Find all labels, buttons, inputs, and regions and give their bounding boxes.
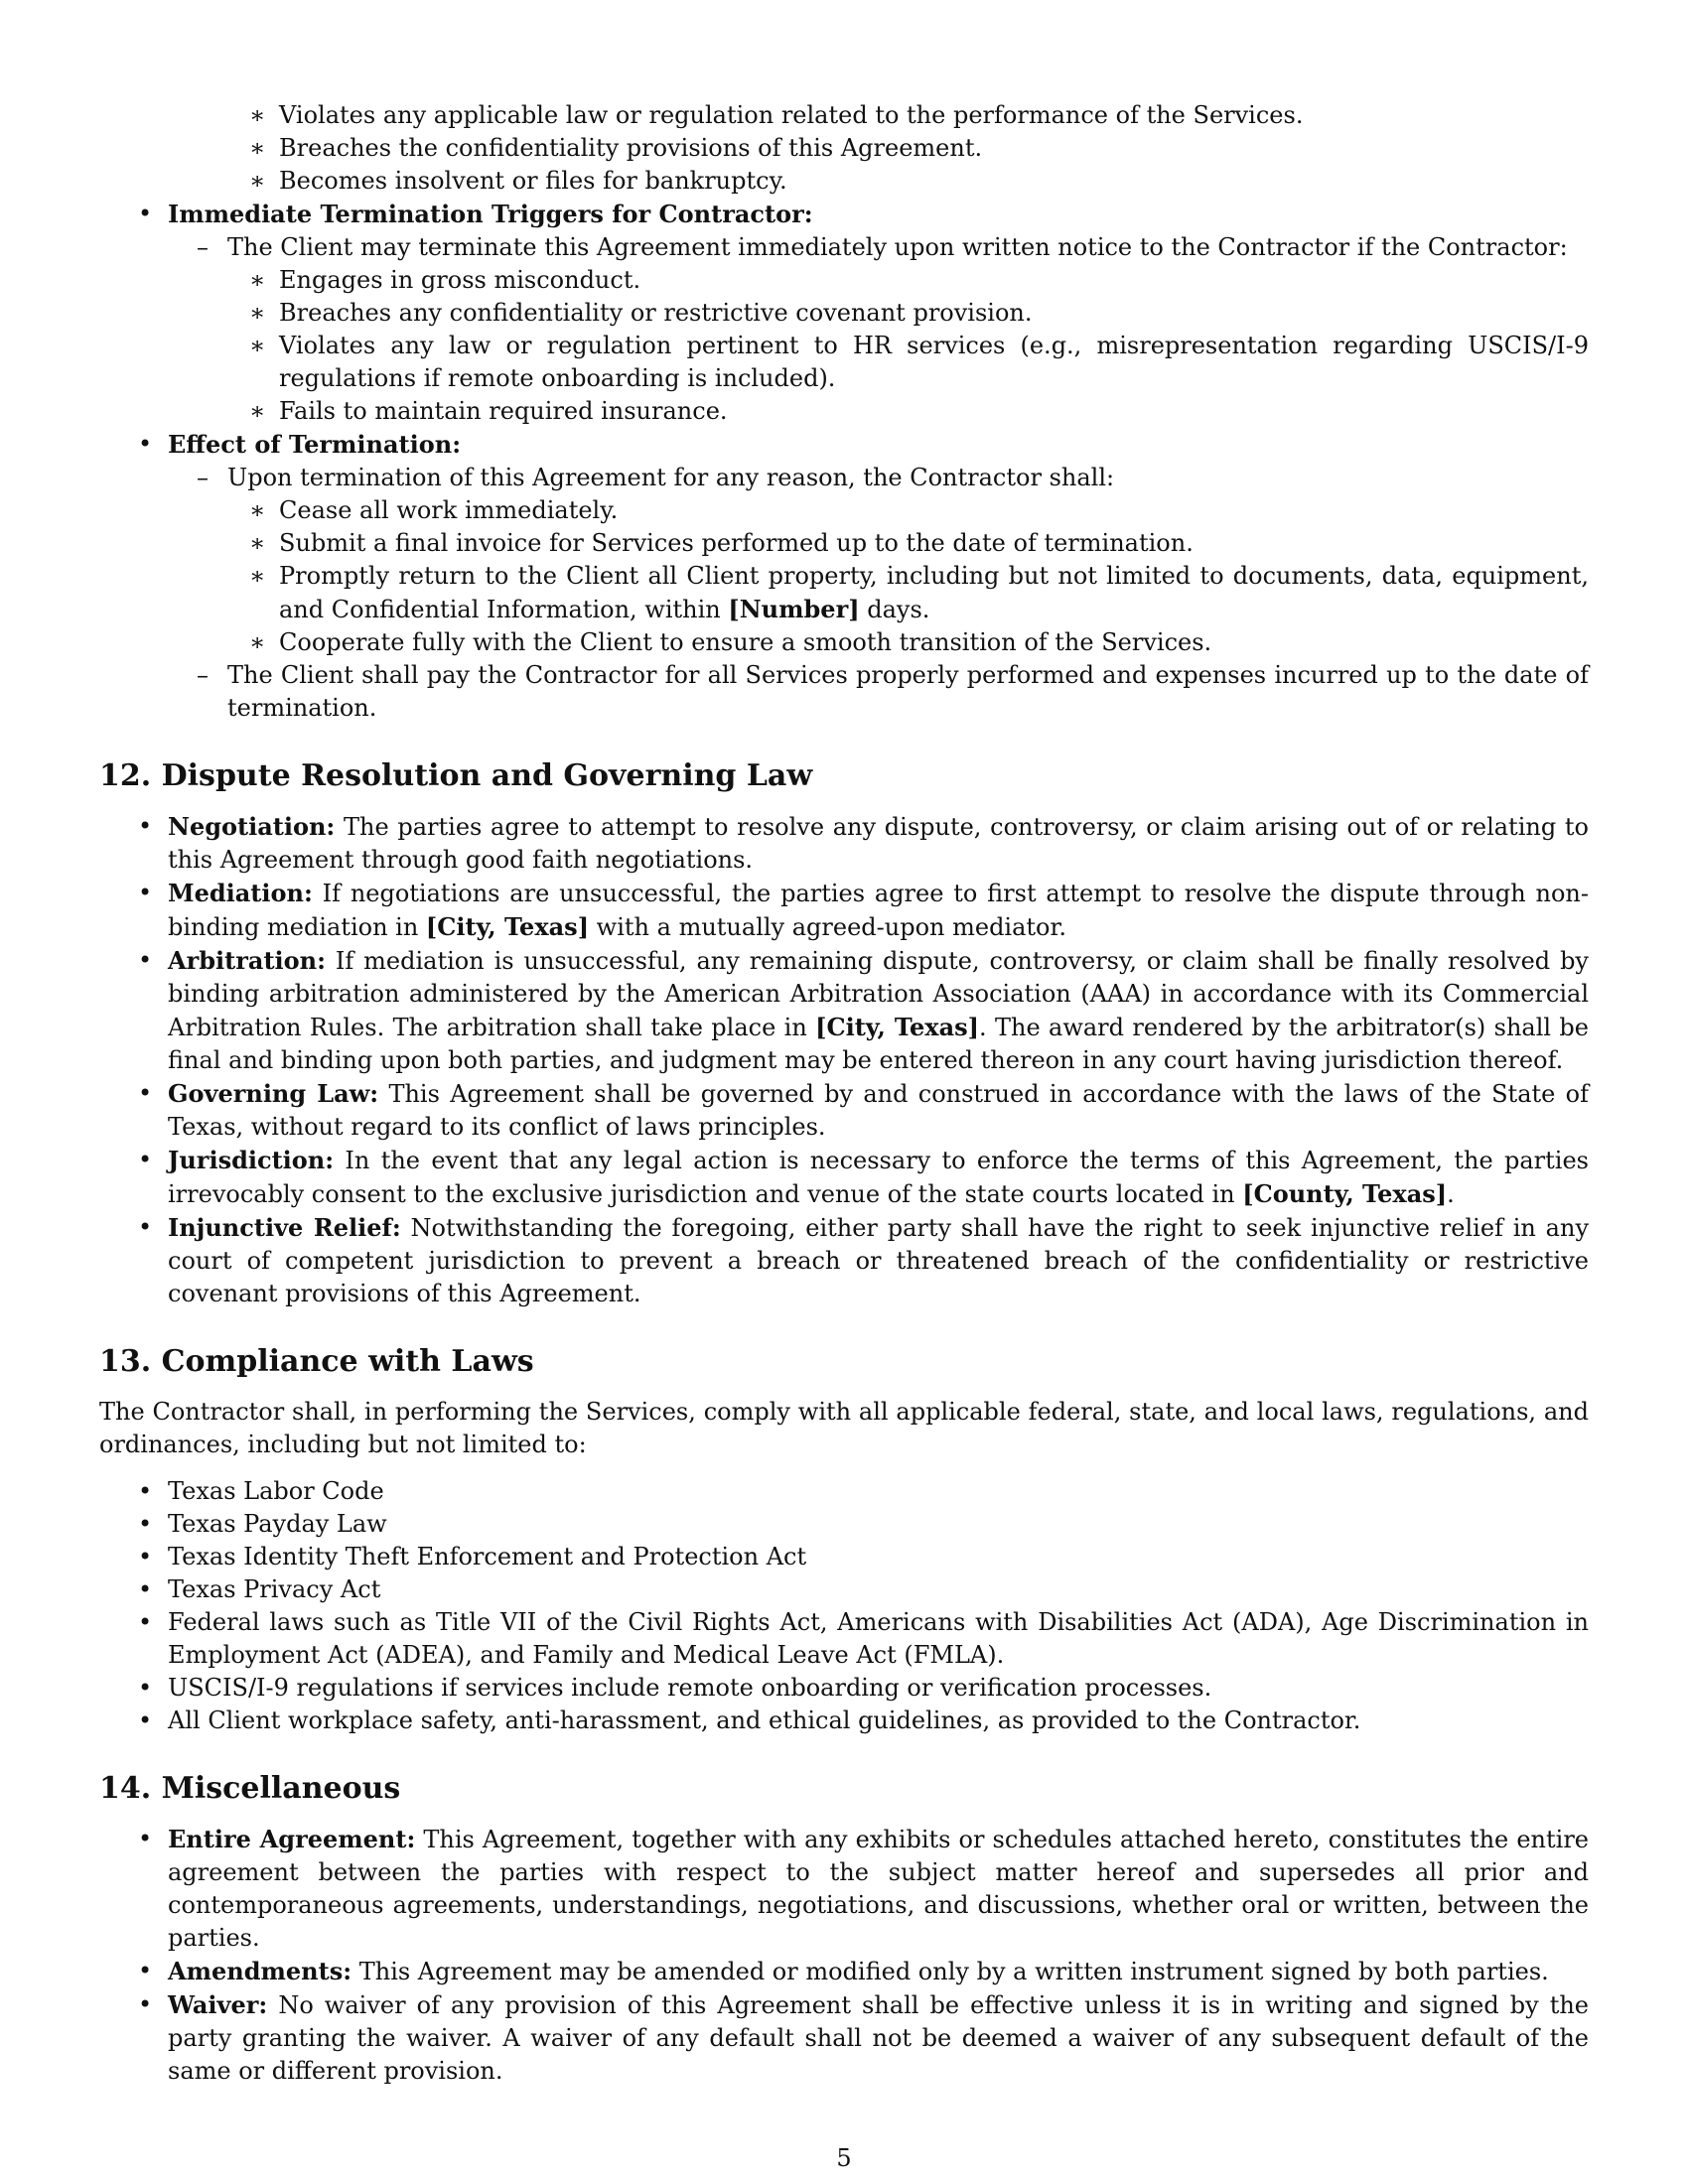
list-item: ∗ Promptly return to the Client all Client property, including but not limited to documents, data, equipment, and Confidential Information, within [Number] days. [249,562,1589,623]
contractor-triggers-heading: Immediate Termination Triggers for Contractor: [168,200,813,228]
section-13-intro: The Contractor shall, in performing the Services, comply with all applicable federal, state, and local laws, regulations, and ordinances, including but not limited to: [99,1398,1589,1458]
effect-payment: – The Client shall pay the Contractor for all Services properly performed and expenses incurred up to the date of termination. [197,661,1589,722]
contractor-triggers-intro: – The Client may terminate this Agreement immediately upon written notice to the Contractor if the Contractor: [197,233,1568,261]
section-14-list [99,1823,1589,2088]
client-triggers-tail-list [99,99,1589,198]
section-12-heading: 12. Dispute Resolution and Governing Law [99,758,813,793]
list-item: • Texas Privacy Act [138,1575,381,1603]
list-item: • All Client workplace safety, anti-harassment, and ethical guidelines, as provided to the Contractor. [138,1706,1361,1734]
placeholder-county: [County, Texas] [1242,1179,1448,1208]
list-item: ∗ Engages in gross misconduct. [249,266,641,294]
arbitration-item: • Arbitration: If mediation is unsuccessful, any remaining dispute, controversy, or claim shall be finally resolved by binding arbitration administered by the American Arbitration Association (AAA) in accordance with its Commercial Arbitration Rules. The arbitration shall take place in [City, Texas]. The award rendered by the arbitrator(s) shall be final and binding upon both parties, and judgment may be entered thereon in any court having jurisdiction thereof. [138,946,1589,1074]
list-item: ∗ Fails to maintain required insurance. [249,397,728,425]
list-item: • Texas Identity Theft Enforcement and Protection Act [138,1543,807,1570]
placeholder-city: [City, Texas] [815,1013,979,1041]
list-item: ∗ Submit a final invoice for Services performed up to the date of termination. [249,529,1194,557]
document-page [99,99,1589,2088]
governing-law-item: • Governing Law: This Agreement shall be governed by and construed in accordance with the laws of the State of Texas, without regard to its conflict of laws principles. [138,1079,1589,1141]
section-13-list [99,1475,1589,1737]
jurisdiction-item: • Jurisdiction: In the event that any legal action is necessary to enforce the terms of this Agreement, the parties irrevocably consent to the exclusive jurisdiction and venue of the state courts located in [County, Texas]. [138,1146,1589,1208]
list-item: • Federal laws such as Title VII of the Civil Rights Act, Americans with Disabilities Act (ADA), Age Discrimination in Employment Act (ADEA), and Family and Medical Leave Act (FMLA). [138,1608,1589,1669]
contractor-triggers-item: • Immediate Termination Triggers for Contractor: [138,200,813,228]
list-item: ∗ Breaches the confidentiality provisions of this Agreement. [249,134,983,162]
effect-intro: – Upon termination of this Agreement for any reason, the Contractor shall: [197,464,1115,491]
list-item: ∗ Violates any applicable law or regulation related to the performance of the Services. [249,101,1304,129]
injunctive-relief-item: • Injunctive Relief: Notwithstanding the foregoing, either party shall have the right to seek injunctive relief in any court of competent jurisdiction to prevent a breach or threatened breach of the confidentiality or restrictive covenant provisions of this Agreement. [138,1213,1589,1307]
entire-agreement-item: • Entire Agreement: This Agreement, together with any exhibits or schedules attached hereto, constitutes the entire agreement between the parties with respect to the subject matter hereof and supersedes all prior and contemporaneous agreements, understandings, negotiations, and discussions, whether oral or written, between the parties. [138,1825,1589,1952]
termination-list [99,198,1589,725]
list-item: • Texas Labor Code [138,1477,384,1505]
list-item: ∗ Becomes insolvent or files for bankruptcy. [249,167,787,195]
amendments-item: • Amendments: This Agreement may be amended or modified only by a written instrument signed by both parties. [138,1957,1549,1985]
mediation-item: • Mediation: If negotiations are unsuccessful, the parties agree to first attempt to resolve the dispute through non-binding mediation in [City, Texas] with a mutually agreed-upon mediator. [138,879,1589,941]
section-12-list [99,810,1589,1310]
section-14-heading: 14. Miscellaneous [99,1771,401,1806]
section-13-heading: 13. Compliance with Laws [99,1344,534,1379]
effect-heading: Effect of Termination: [168,430,462,459]
effect-of-termination-item: • Effect of Termination: [138,430,462,459]
list-item: ∗ Breaches any confidentiality or restrictive covenant provision. [249,299,1033,327]
page-number: 5 [836,2144,852,2172]
list-item: ∗ Violates any law or regulation pertinent to HR services (e.g., misrepresentation regarding USCIS/I-9 regulations if remote onboarding is included). [249,332,1589,392]
negotiation-item: • Negotiation: The parties agree to attempt to resolve any dispute, controversy, or claim arising out of or relating to this Agreement through good faith negotiations. [138,812,1589,874]
list-item: ∗ Cooperate fully with the Client to ensure a smooth transition of the Services. [249,628,1212,656]
placeholder-number: [Number] [728,595,860,623]
list-item: • Texas Payday Law [138,1510,387,1538]
list-item: ∗ Cease all work immediately. [249,496,619,524]
list-item: • USCIS/I-9 regulations if services include remote onboarding or verification processes. [138,1674,1212,1702]
waiver-item: • Waiver: No waiver of any provision of this Agreement shall be effective unless it is in writing and signed by the party granting the waiver. A waiver of any default shall not be deemed a waiver of any subsequent default of the same or different provision. [138,1990,1589,2085]
placeholder-city: [City, Texas] [425,912,590,941]
